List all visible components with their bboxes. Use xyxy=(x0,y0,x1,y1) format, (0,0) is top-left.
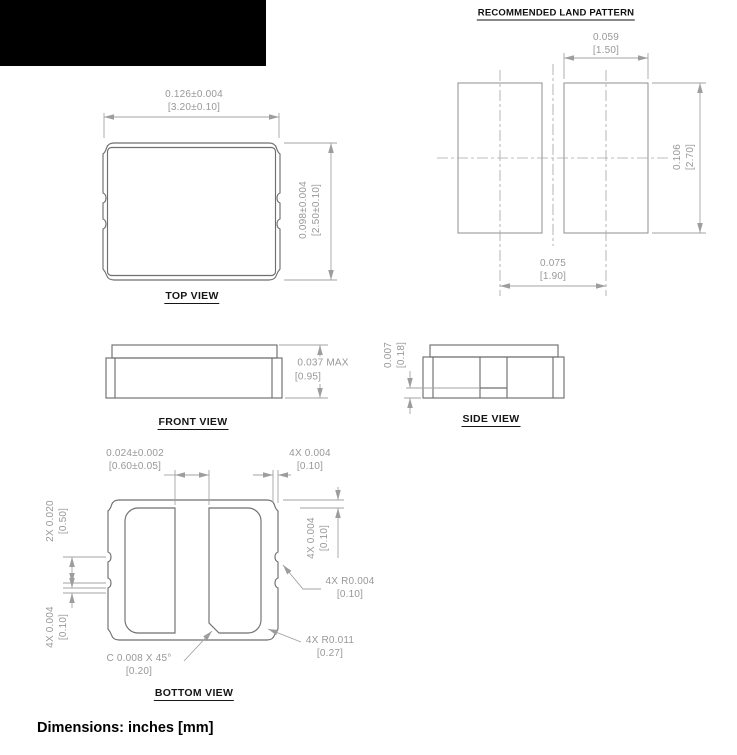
front-view-height-mm-dimension: [0.95] xyxy=(294,371,322,383)
land-pattern-pad-pitch-dimension: 0.075 [1.90] xyxy=(539,258,567,282)
top-view-width-dimension xyxy=(165,88,223,114)
bottom-view-dimension-lines xyxy=(63,470,344,661)
top-view-label: TOP VIEW xyxy=(165,290,219,302)
units-note: Dimensions: inches [mm] xyxy=(37,720,214,736)
side-view-outline xyxy=(423,345,564,398)
bottom-view-label: BOTTOM VIEW xyxy=(154,687,234,699)
bottom-view-radius-large-callout: 4X R0.011 [0.27] xyxy=(305,635,355,659)
top-view-outline xyxy=(103,143,280,280)
front-view-outline xyxy=(106,345,282,398)
bottom-view-right-pad xyxy=(209,508,261,633)
side-view-standoff-mm: [0.18] xyxy=(396,341,407,369)
radius-small-leader xyxy=(283,565,321,589)
land-pattern-pad-height-dimension: 0.106 [2.70] xyxy=(672,143,696,171)
bottom-view-top-edge-offset-dimension: 4X 0.004 [0.10] xyxy=(289,448,331,472)
side-view-label: SIDE VIEW xyxy=(462,413,520,425)
bottom-view-right-edge-offset-dimension: 4X 0.004 [0.10] xyxy=(306,517,330,559)
bottom-view-outline xyxy=(108,500,278,640)
bottom-view-notch-pitch-dimension: 2X 0.020 [0.50] xyxy=(45,500,69,542)
top-view-width-mm: [3.20±0.10] xyxy=(167,102,221,113)
front-view-label: FRONT VIEW xyxy=(158,416,228,428)
radius-large-leader xyxy=(268,629,301,642)
land-pattern-title: RECOMMENDED LAND PATTERN xyxy=(477,7,635,19)
side-view-standoff-inches: 0.007 xyxy=(383,341,394,369)
side-view-dimension-lines xyxy=(404,371,480,414)
bottom-view-left-pad xyxy=(125,508,175,633)
bottom-view-pad-gap-dimension: 0.024±0.002 [0.60±0.05] xyxy=(106,448,164,472)
top-view-height-dimension xyxy=(297,181,323,239)
side-view-standoff-dimension xyxy=(382,342,408,368)
top-view-height-inches: 0.098±0.004 xyxy=(298,181,309,239)
chamfer-leader xyxy=(184,631,212,661)
bottom-view-chamfer-callout: C 0.008 X 45° [0.20] xyxy=(106,653,172,677)
bottom-view-radius-small-callout: 4X R0.004 [0.10] xyxy=(325,576,375,600)
top-view-height-mm: [2.50±0.10] xyxy=(311,183,322,237)
bottom-view-notch-offset-dimension: 4X 0.004 [0.10] xyxy=(45,606,69,648)
land-pattern-pad-width-dimension: 0.059 [1.50] xyxy=(592,32,620,56)
front-view-height-inches-dimension: 0.037 MAX xyxy=(297,357,349,369)
top-view-width-inches: 0.126±0.004 xyxy=(165,89,223,100)
